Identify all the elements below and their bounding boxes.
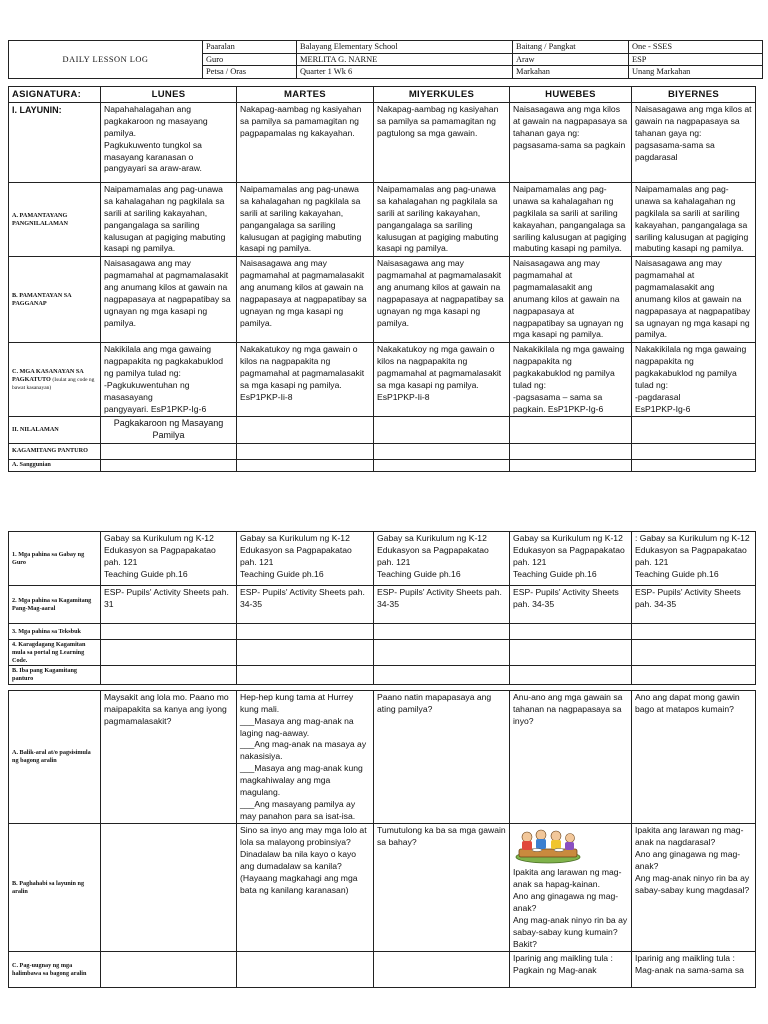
row-label-pag-uugnay: C. Pag-uugnay ng mga halimbawa sa bagong aralin <box>9 952 101 988</box>
row-layunin <box>9 103 756 183</box>
paghahabi-miyerkules: Tumutulong ka ba sa mga gawain sa bahay? <box>374 824 510 952</box>
references-table <box>8 531 756 685</box>
balik-aral-miyerkules: Paano natin mapapasaya ang ating pamilya? <box>374 691 510 824</box>
row-label-kagamitang-mag-aaral: 2. Mga pahina sa Kagamitang Pang-Mag-aaral <box>9 586 101 624</box>
row-pamantayang-pangnilalaman <box>9 183 756 257</box>
layunin-miyerkules: Nakapag-aambag ng kasiyahan sa pamilya sa pamamagitan ng pagtulong sa mga gawain. <box>374 103 510 183</box>
row-label-iba-pang: B. Iba pang Kagamitang panturo <box>9 666 101 685</box>
row-teksbuk <box>9 624 756 640</box>
paghahabi-martes: Sino sa inyo ang may mga lolo at lola sa malayong probinsiya? Dinadalaw ba nila kayo o kayo ang dumadalaw sa kanila? (Hayaang magkahagi ang mga bata ng kanilang karanasan) <box>237 824 374 952</box>
paghahabi-lunes <box>101 824 237 952</box>
kagamitan-huwebes: ESP- Pupils' Activity Sheets pah. 34-35 <box>510 586 632 624</box>
kagamitan-miyerkules: ESP- Pupils' Activity Sheets pah. 34-35 <box>374 586 510 624</box>
row-label-gabay-guro: 1. Mga pahina sa Gabay ng Guro <box>9 532 101 586</box>
row-label-teksbuk: 3. Mga pahina sa Teksbuk <box>9 624 101 640</box>
balik-aral-biyernes: Ano ang dapat mong gawin bago at matapos kumain? <box>632 691 756 824</box>
column-header-asignatura: ASIGNATURA: <box>9 87 101 103</box>
row-balik-aral <box>9 691 756 824</box>
field-value-teacher: MERLITA G. NARNE <box>297 53 513 66</box>
row-label-paghahabi: B. Paghahabi sa layunin ng aralin <box>9 824 101 952</box>
row-paghahabi <box>9 824 756 952</box>
row-label-balik-aral: A. Balik-aral at/o pagsisimula ng bagong aralin <box>9 691 101 824</box>
balik-aral-martes: Hep-hep kung tama at Hurrey kung mali. ___Masaya ang mag-anak na laging nag-aaway. ___Ang mag-anak na masaya ay nakasisiya. ___Masaya ang mag-anak kung magkahiwalay ang mga magulang. ___Ang masayang pamilya ay may panahon para sa isat-isa. <box>237 691 374 824</box>
kagamitan-martes: ESP- Pupils' Activity Sheets pah. 34-35 <box>237 586 374 624</box>
nilalaman-huwebes <box>510 417 632 443</box>
row-label-layunin: I. LAYUNIN: <box>9 103 101 183</box>
pangnilalaman-huwebes: Naipamamalas ang pag-unawa sa kahalagahan ng pagkilala sa sarili at sariling kakayahan, pangangalaga sa sariling kalusugan at pagiging mabuting kasapi ng pamilya. <box>510 183 632 257</box>
paghahabi-huwebes-cell <box>510 824 632 952</box>
gabay-martes: Gabay sa Kurikulum ng K-12 Edukasyon sa Pagpapakatao pah. 121 Teaching Guide ph.16 <box>237 532 374 586</box>
row-label-kagamitang-panturo: KAGAMITANG PANTURO <box>9 443 101 459</box>
pag-uugnay-martes <box>237 952 374 988</box>
paghahabi-biyernes: Ipakita ang larawan ng mag-anak na nagdarasal? Ano ang ginagawa ng mag-anak? Ang mag-anak ninyo rin ba ay sabay-sabay kung magdasal? <box>632 824 756 952</box>
nilalaman-martes <box>237 417 374 443</box>
kasanayan-label-text: C. MGA KASANAYAN SA PAGKATUTO <box>12 368 84 383</box>
kagamitan-lunes: ESP- Pupils' Activity Sheets pah. 31 <box>101 586 237 624</box>
row-label-karagdagang: 4. Karagdagang Kagamitan mula sa portal ng Learning Code. <box>9 640 101 666</box>
objectives-table <box>8 86 756 472</box>
gabay-lunes: Gabay sa Kurikulum ng K-12 Edukasyon sa Pagpapakatao pah. 121 Teaching Guide ph.16 <box>101 532 237 586</box>
column-header-martes: MARTES <box>237 87 374 103</box>
document-title: DAILY LESSON LOG <box>9 41 203 79</box>
field-value-school: Balayang Elementary School <box>297 41 513 54</box>
nilalaman-biyernes <box>632 417 756 443</box>
layunin-lunes: Napahahalagahan ang pagkakaroon ng masayang pamilya. Pagkukuwento tungkol sa masayang karanasan o pangyayari sa araw-araw. <box>101 103 237 183</box>
layunin-huwebes: Naisasagawa ang mga kilos at gawain na nagpapasaya sa tahanan gaya ng: pagsasama-sama sa pagkain <box>510 103 632 183</box>
row-gabay-guro <box>9 532 756 586</box>
row-label-nilalaman: II. NILALAMAN <box>9 417 101 443</box>
row-karagdagang <box>9 640 756 666</box>
nilalaman-lunes: Pagkakaroon ng Masayang Pamilya <box>101 417 237 443</box>
field-label-grade: Baitang / Pangkat <box>513 41 629 54</box>
kasanayan-martes: Nakakatukoy ng mga gawain o kilos na nagpapakita ng pagmamahal at pagmamalasakit sa mga kasapi ng pamilya. EsP1PKP-Ii-8 <box>237 343 374 417</box>
row-pamantayan-sa-pagganap <box>9 257 756 343</box>
pag-uugnay-lunes <box>101 952 237 988</box>
kasanayan-miyerkules: Nakakatukoy ng mga gawain o kilos na nagpapakita ng pagmamahal at pagmamalasakit sa mga kasapi ng pamilya. EsP1PKP-Ii-8 <box>374 343 510 417</box>
field-label-day: Araw <box>513 53 629 66</box>
field-label-quarter: Markahan <box>513 66 629 79</box>
pangnilalaman-biyernes: Naipamamalas ang pag-unawa sa kahalagahan ng pagkilala sa sarili at sariling kakayahan, pangangalaga sa sariling kalusugan at pagiging mabuting kasapi ng pamilya. <box>632 183 756 257</box>
kasanayan-huwebes: Nakakikilala ng mga gawaing nagpapakita ng pagkakabuklod ng pamilya tulad ng: -pagsasama – sama sa pagkain. EsP1PKP-Ig-6 <box>510 343 632 417</box>
field-label-date: Petsa / Oras <box>203 66 297 79</box>
column-header-huwebes: HUWEBES <box>510 87 632 103</box>
pag-uugnay-huwebes: Iparinig ang maikling tula : Pagkain ng Mag-anak <box>510 952 632 988</box>
layunin-martes: Nakapag-aambag ng kasiyahan sa pamilya sa pamamagitan ng pagpapamalas ng kakayahan. <box>237 103 374 183</box>
family-eating-illustration <box>513 827 583 865</box>
pagganap-huwebes: Naisasagawa ang may pagmamahal at pagmamalasakit ang anumang kilos at gawain na nagpapasaya at nagpapatibay sa ugnayan ng mga kasapi ng pamilya. <box>510 257 632 343</box>
lesson-header-table <box>8 40 763 79</box>
row-label-pamantayang-pangnilalaman: A. PAMANTAYANG PANGNILALAMAN <box>9 183 101 257</box>
kasanayan-biyernes: Nakakikilala ng mga gawaing nagpapakita ng pagkakabuklod ng pamilya tulad ng: -pagdarasal EsP1PKP-Ig-6 <box>632 343 756 417</box>
pag-uugnay-miyerkules <box>374 952 510 988</box>
pagganap-biyernes: Naisasagawa ang may pagmamahal at pagmamalasakit ang anumang kilos at gawain na nagpapasaya at nagpapatibay sa ugnayan ng mga kasapi ng pamilya. <box>632 257 756 343</box>
gabay-miyerkules: Gabay sa Kurikulum ng K-12 Edukasyon sa Pagpapakatao pah. 121 Teaching Guide ph.16 <box>374 532 510 586</box>
row-label-sanggunian: A. Sanggunian <box>9 459 101 471</box>
column-header-lunes: LUNES <box>101 87 237 103</box>
field-label-school: Paaralan <box>203 41 297 54</box>
kasanayan-label-note: (Isulat ang code ng bawat kasanayan) <box>12 376 95 391</box>
row-label-kasanayan <box>9 343 101 417</box>
nilalaman-miyerkules <box>374 417 510 443</box>
pagganap-martes: Naisasagawa ang may pagmamahal at pagmamalasakit ang anumang kilos at gawain na nagpapasaya at nagpapatibay sa ugnayan ng mga kasapi ng pamilya. <box>237 257 374 343</box>
gabay-huwebes: Gabay sa Kurikulum ng K-12 Edukasyon sa Pagpapakatao pah. 121 Teaching Guide ph.16 <box>510 532 632 586</box>
field-label-teacher: Guro <box>203 53 297 66</box>
pangnilalaman-miyerkules: Naipamamalas ang pag-unawa sa kahalagahan ng pagkilala sa sarili at sariling kakayahan, pangangalaga sa sariling kalusugan at pagiging mabuting kasapi ng pamilya. <box>374 183 510 257</box>
kasanayan-lunes: Nakikilala ang mga gawaing nagpapakita ng pagkakabuklod ng pamilya tulad ng: -Pagkukuwentuhan ng masasayang pangyayari. EsP1PKP-Ig-6 <box>101 343 237 417</box>
layunin-biyernes: Naisasagawa ang mga kilos at gawain na nagpapasaya sa tahanan gaya ng: pagsasama-sama sa pagdarasal <box>632 103 756 183</box>
row-sanggunian <box>9 459 756 471</box>
row-label-pamantayan-sa-pagganap: B. PAMANTAYAN SA PAGGANAP <box>9 257 101 343</box>
row-iba-pang <box>9 666 756 685</box>
balik-aral-huwebes: Anu-ano ang mga gawain sa tahanan na nagpapasaya sa inyo? <box>510 691 632 824</box>
pagganap-miyerkules: Naisasagawa ang may pagmamahal at pagmamalasakit ang anumang kilos at gawain na nagpapasaya at nagpapatibay sa ugnayan ng mga kasapi ng pamilya. <box>374 257 510 343</box>
field-value-quarter: Unang Markahan <box>629 66 763 79</box>
procedures-table <box>8 690 756 988</box>
kagamitan-biyernes: ESP- Pupils' Activity Sheets pah. 34-35 <box>632 586 756 624</box>
row-kagamitang-mag-aaral <box>9 586 756 624</box>
gabay-biyernes: : Gabay sa Kurikulum ng K-12 Edukasyon sa Pagpapakatao pah. 121 Teaching Guide ph.16 <box>632 532 756 586</box>
pagganap-lunes: Naisasagawa ang may pagmamahal at pagmamalasakit ang anumang kilos at gawain na nagpapasaya at nagpapatibay sa ugnayan ng mga kasapi ng pamilya. <box>101 257 237 343</box>
row-kagamitang-panturo <box>9 443 756 459</box>
row-pag-uugnay <box>9 952 756 988</box>
row-nilalaman <box>9 417 756 443</box>
row-kasanayan <box>9 343 756 417</box>
pag-uugnay-biyernes: Iparinig ang maikling tula : Mag-anak na sama-sama sa <box>632 952 756 988</box>
field-value-grade: One - SSES <box>629 41 763 54</box>
column-header-miyerkules: MIYERKULES <box>374 87 510 103</box>
field-value-date: Quarter 1 Wk 6 <box>297 66 513 79</box>
field-value-day: ESP <box>629 53 763 66</box>
column-header-biyernes: BIYERNES <box>632 87 756 103</box>
pangnilalaman-lunes: Naipamamalas ang pag-unawa sa kahalagahan ng pagkilala sa sarili at sariling kakayahan, pangangalaga sa sariling kalusugan at pagiging mabuting kasapi ng pamilya. <box>101 183 237 257</box>
balik-aral-lunes: Maysakit ang lola mo. Paano mo maipapakita sa kanya ang iyong pagmamalasakit? <box>101 691 237 824</box>
pangnilalaman-martes: Naipamamalas ang pag-unawa sa kahalagahan ng pagkilala sa sarili at sariling kakayahan, pangangalaga sa sariling kalusugan at pagiging mabuting kasapi ng pamilya. <box>237 183 374 257</box>
paghahabi-huwebes: Ipakita ang larawan ng mag-anak sa hapag-kainan. Ano ang ginagawa ng mag-anak? Ang mag-anak ninyo rin ba ay sabay-sabay kung kumain? Bakit? <box>513 867 628 949</box>
